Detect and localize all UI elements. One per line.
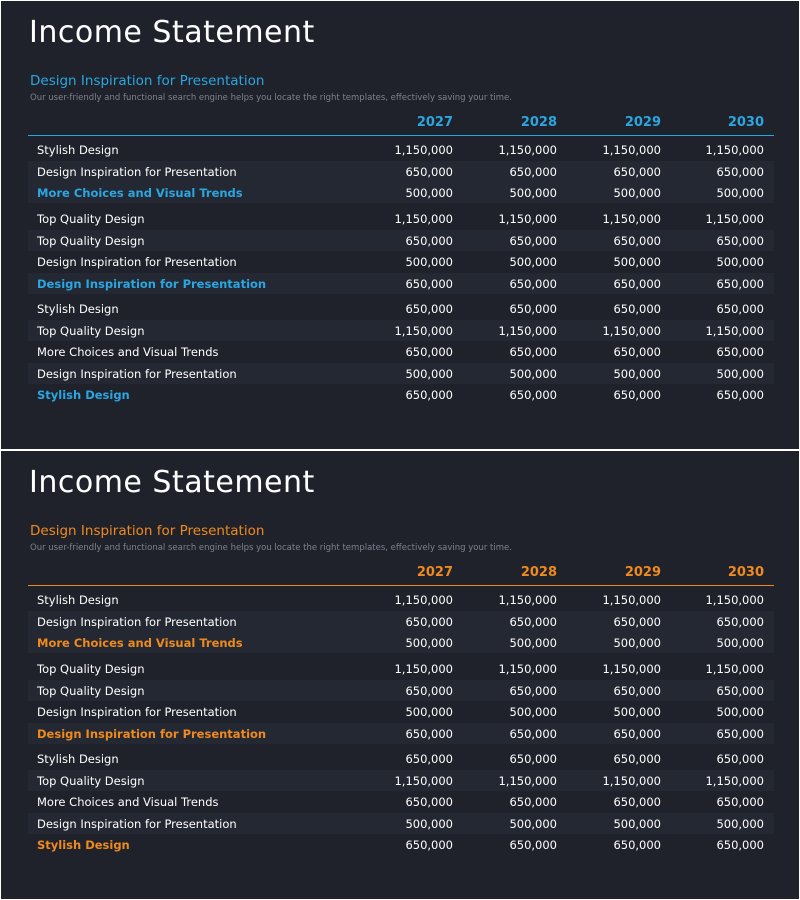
slide-description: Our user-friendly and functional search engine helps you locate the right templates, effectively saving your time. bbox=[30, 543, 512, 553]
value-2030: 1,150,000 bbox=[705, 774, 764, 788]
value-2029: 500,000 bbox=[613, 817, 661, 831]
row-label: Stylish Design bbox=[37, 752, 119, 766]
value-2030: 650,000 bbox=[716, 302, 764, 316]
slide-subtitle: Design Inspiration for Presentation bbox=[30, 73, 265, 89]
value-2027: 1,150,000 bbox=[394, 662, 453, 676]
year-header-3: 2029 bbox=[624, 565, 661, 580]
table-row bbox=[28, 139, 774, 160]
value-2028: 1,150,000 bbox=[498, 593, 557, 607]
value-2028: 650,000 bbox=[509, 388, 557, 402]
value-2030: 650,000 bbox=[716, 727, 764, 741]
value-2029: 650,000 bbox=[613, 234, 661, 248]
row-label: Top Quality Design bbox=[37, 774, 145, 788]
value-2030: 1,150,000 bbox=[705, 662, 764, 676]
value-2030: 650,000 bbox=[716, 838, 764, 852]
table-row-total bbox=[28, 632, 774, 653]
value-2028: 650,000 bbox=[509, 302, 557, 316]
year-header-4: 2030 bbox=[727, 565, 764, 580]
value-2030: 1,150,000 bbox=[705, 324, 764, 338]
value-2027: 500,000 bbox=[405, 817, 453, 831]
table-row-total bbox=[28, 384, 774, 405]
row-label: Top Quality Design bbox=[37, 324, 145, 338]
value-2029: 1,150,000 bbox=[602, 774, 661, 788]
value-2029: 650,000 bbox=[613, 388, 661, 402]
row-label: More Choices and Visual Trends bbox=[37, 636, 243, 650]
table-row bbox=[28, 251, 774, 272]
table-row bbox=[28, 701, 774, 722]
value-2027: 650,000 bbox=[405, 165, 453, 179]
slide-subtitle: Design Inspiration for Presentation bbox=[30, 523, 265, 539]
value-2030: 650,000 bbox=[716, 234, 764, 248]
value-2028: 650,000 bbox=[509, 615, 557, 629]
value-2030: 650,000 bbox=[716, 795, 764, 809]
value-2027: 650,000 bbox=[405, 838, 453, 852]
value-2028: 1,150,000 bbox=[498, 662, 557, 676]
row-label: Design Inspiration for Presentation bbox=[37, 817, 237, 831]
value-2027: 650,000 bbox=[405, 388, 453, 402]
row-label: Stylish Design bbox=[37, 593, 119, 607]
value-2029: 1,150,000 bbox=[602, 212, 661, 226]
value-2028: 650,000 bbox=[509, 684, 557, 698]
value-2030: 500,000 bbox=[716, 705, 764, 719]
value-2030: 650,000 bbox=[716, 345, 764, 359]
value-2029: 650,000 bbox=[613, 684, 661, 698]
table-row bbox=[28, 320, 774, 341]
value-2028: 500,000 bbox=[509, 186, 557, 200]
value-2029: 650,000 bbox=[613, 727, 661, 741]
value-2029: 500,000 bbox=[613, 636, 661, 650]
value-2029: 650,000 bbox=[613, 165, 661, 179]
value-2027: 650,000 bbox=[405, 727, 453, 741]
value-2028: 650,000 bbox=[509, 838, 557, 852]
value-2029: 650,000 bbox=[613, 345, 661, 359]
year-header-1: 2027 bbox=[416, 115, 453, 130]
year-header-2: 2028 bbox=[520, 115, 557, 130]
value-2028: 500,000 bbox=[509, 367, 557, 381]
value-2027: 650,000 bbox=[405, 345, 453, 359]
value-2029: 1,150,000 bbox=[602, 143, 661, 157]
value-2029: 500,000 bbox=[613, 186, 661, 200]
table-row bbox=[28, 748, 774, 769]
income-statement-slide-orange bbox=[1, 451, 799, 899]
value-2027: 1,150,000 bbox=[394, 324, 453, 338]
row-label: Design Inspiration for Presentation bbox=[37, 705, 237, 719]
row-label: Top Quality Design bbox=[37, 212, 145, 226]
value-2028: 500,000 bbox=[509, 255, 557, 269]
value-2028: 500,000 bbox=[509, 817, 557, 831]
value-2028: 1,150,000 bbox=[498, 324, 557, 338]
table-row bbox=[28, 791, 774, 812]
row-label: More Choices and Visual Trends bbox=[37, 345, 219, 359]
row-label: Design Inspiration for Presentation bbox=[37, 277, 267, 291]
table-row bbox=[28, 813, 774, 834]
value-2030: 650,000 bbox=[716, 752, 764, 766]
value-2027: 1,150,000 bbox=[394, 593, 453, 607]
table-row bbox=[28, 589, 774, 610]
table-row-total bbox=[28, 273, 774, 294]
row-label: Design Inspiration for Presentation bbox=[37, 165, 237, 179]
value-2029: 650,000 bbox=[613, 752, 661, 766]
row-label: Stylish Design bbox=[37, 143, 119, 157]
value-2029: 650,000 bbox=[613, 615, 661, 629]
slide-title: Income Statement bbox=[29, 15, 315, 50]
value-2027: 650,000 bbox=[405, 615, 453, 629]
value-2027: 650,000 bbox=[405, 302, 453, 316]
year-header-1: 2027 bbox=[416, 565, 453, 580]
value-2028: 650,000 bbox=[509, 234, 557, 248]
table-row bbox=[28, 208, 774, 229]
value-2028: 500,000 bbox=[509, 636, 557, 650]
value-2028: 650,000 bbox=[509, 795, 557, 809]
value-2028: 500,000 bbox=[509, 705, 557, 719]
value-2027: 650,000 bbox=[405, 234, 453, 248]
value-2030: 650,000 bbox=[716, 388, 764, 402]
table-row-total bbox=[28, 834, 774, 855]
value-2030: 1,150,000 bbox=[705, 593, 764, 607]
value-2029: 1,150,000 bbox=[602, 324, 661, 338]
value-2029: 650,000 bbox=[613, 302, 661, 316]
value-2029: 650,000 bbox=[613, 277, 661, 291]
year-header-3: 2029 bbox=[624, 115, 661, 130]
table-row bbox=[28, 658, 774, 679]
value-2029: 500,000 bbox=[613, 255, 661, 269]
income-statement-slide-blue bbox=[1, 1, 799, 449]
value-2029: 500,000 bbox=[613, 367, 661, 381]
table-row bbox=[28, 680, 774, 701]
table-row-total bbox=[28, 182, 774, 203]
year-header-4: 2030 bbox=[727, 115, 764, 130]
value-2028: 650,000 bbox=[509, 165, 557, 179]
row-label: Stylish Design bbox=[37, 388, 130, 402]
value-2030: 500,000 bbox=[716, 255, 764, 269]
value-2030: 500,000 bbox=[716, 817, 764, 831]
row-label: Top Quality Design bbox=[37, 234, 145, 248]
row-label: Design Inspiration for Presentation bbox=[37, 727, 267, 741]
value-2027: 650,000 bbox=[405, 795, 453, 809]
value-2027: 500,000 bbox=[405, 255, 453, 269]
slide-title: Income Statement bbox=[29, 465, 315, 500]
value-2029: 500,000 bbox=[613, 705, 661, 719]
value-2030: 500,000 bbox=[716, 367, 764, 381]
value-2030: 650,000 bbox=[716, 684, 764, 698]
row-label: Design Inspiration for Presentation bbox=[37, 367, 237, 381]
value-2027: 1,150,000 bbox=[394, 212, 453, 226]
row-label: Stylish Design bbox=[37, 302, 119, 316]
value-2027: 650,000 bbox=[405, 684, 453, 698]
value-2027: 1,150,000 bbox=[394, 774, 453, 788]
value-2030: 500,000 bbox=[716, 186, 764, 200]
value-2027: 650,000 bbox=[405, 277, 453, 291]
value-2029: 650,000 bbox=[613, 838, 661, 852]
value-2029: 1,150,000 bbox=[602, 662, 661, 676]
value-2028: 1,150,000 bbox=[498, 143, 557, 157]
row-label: Stylish Design bbox=[37, 838, 130, 852]
value-2028: 650,000 bbox=[509, 752, 557, 766]
value-2027: 500,000 bbox=[405, 367, 453, 381]
value-2027: 500,000 bbox=[405, 186, 453, 200]
value-2030: 650,000 bbox=[716, 165, 764, 179]
value-2027: 650,000 bbox=[405, 752, 453, 766]
row-label: Top Quality Design bbox=[37, 662, 145, 676]
value-2027: 500,000 bbox=[405, 636, 453, 650]
value-2030: 650,000 bbox=[716, 277, 764, 291]
value-2030: 1,150,000 bbox=[705, 212, 764, 226]
row-label: More Choices and Visual Trends bbox=[37, 795, 219, 809]
table-row bbox=[28, 611, 774, 632]
table-row bbox=[28, 161, 774, 182]
row-label: More Choices and Visual Trends bbox=[37, 186, 243, 200]
table-row bbox=[28, 341, 774, 362]
table-header bbox=[28, 563, 774, 586]
table-row-total bbox=[28, 723, 774, 744]
table-row bbox=[28, 363, 774, 384]
value-2028: 1,150,000 bbox=[498, 212, 557, 226]
table-row bbox=[28, 230, 774, 251]
row-label: Top Quality Design bbox=[37, 684, 145, 698]
value-2030: 1,150,000 bbox=[705, 143, 764, 157]
value-2029: 1,150,000 bbox=[602, 593, 661, 607]
value-2030: 500,000 bbox=[716, 636, 764, 650]
value-2027: 1,150,000 bbox=[394, 143, 453, 157]
value-2027: 500,000 bbox=[405, 705, 453, 719]
value-2028: 650,000 bbox=[509, 727, 557, 741]
table-header bbox=[28, 113, 774, 136]
value-2028: 650,000 bbox=[509, 277, 557, 291]
value-2028: 1,150,000 bbox=[498, 774, 557, 788]
year-header-2: 2028 bbox=[520, 565, 557, 580]
row-label: Design Inspiration for Presentation bbox=[37, 615, 237, 629]
row-label: Design Inspiration for Presentation bbox=[37, 255, 237, 269]
table-row bbox=[28, 770, 774, 791]
value-2028: 650,000 bbox=[509, 345, 557, 359]
value-2030: 650,000 bbox=[716, 615, 764, 629]
table-row bbox=[28, 298, 774, 319]
slide-description: Our user-friendly and functional search engine helps you locate the right templates, effectively saving your time. bbox=[30, 93, 512, 103]
value-2029: 650,000 bbox=[613, 795, 661, 809]
